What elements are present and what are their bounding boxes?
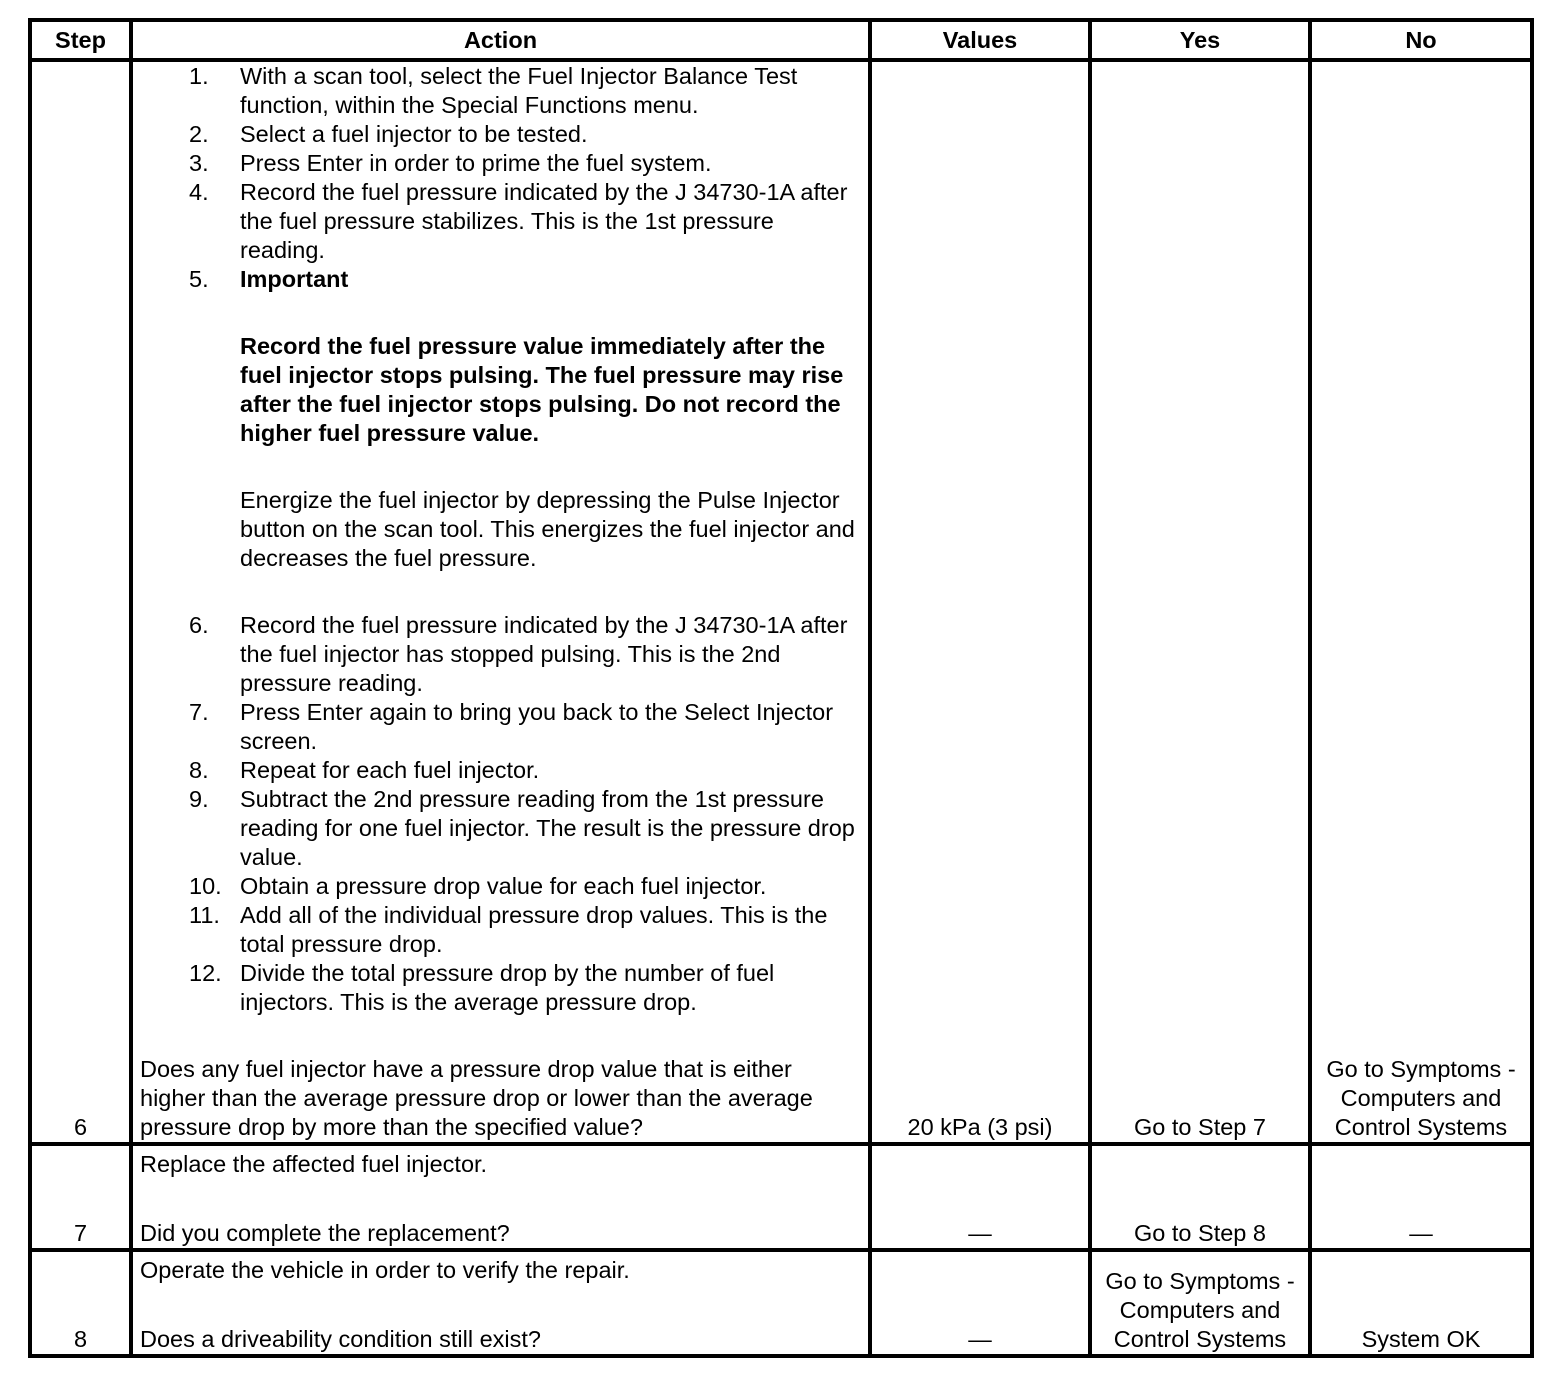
item-number: 10. xyxy=(189,873,222,899)
item-number: 7. xyxy=(189,699,209,725)
energize-text: Energize the fuel injector by depressing the Pulse Injector button on the scan tool. This energizes the fuel injector and decreases the fuel pressure. xyxy=(240,487,855,571)
list-item xyxy=(140,872,861,901)
diagnostic-table xyxy=(28,18,1534,1358)
no-link-line: Control Systems xyxy=(1334,1114,1508,1140)
table-row-step-8 xyxy=(30,1250,1532,1356)
item-number: 4. xyxy=(189,179,209,205)
yes-link-line: Computers and xyxy=(1119,1297,1281,1323)
action-text: Operate the vehicle in order to verify the repair. xyxy=(140,1257,630,1283)
question-text: Did you complete the replacement? xyxy=(140,1220,510,1246)
no-link-line: Computers and xyxy=(1340,1085,1502,1111)
no-cell xyxy=(1310,60,1532,1144)
header-values: Values xyxy=(870,20,1090,60)
item-number: 6. xyxy=(189,612,209,638)
yes-cell xyxy=(1090,60,1310,1144)
item-text: Obtain a pressure drop value for each fuel injector. xyxy=(240,873,767,899)
item-text: Select a fuel injector to be tested. xyxy=(240,121,588,147)
list-item xyxy=(140,959,861,1017)
yes-cell xyxy=(1090,1144,1310,1250)
values-cell: — xyxy=(870,1250,1090,1356)
item-text: Record the fuel pressure indicated by the J 34730-1A after the fuel injector has stopped pulsing. This is the 2nd pressure reading. xyxy=(240,612,848,696)
item-number: 9. xyxy=(189,786,209,812)
yes-link[interactable]: Go to Step 7 xyxy=(1134,1114,1266,1140)
item-number: 8. xyxy=(189,757,209,783)
item-text: Divide the total pressure drop by the number of fuel injectors. This is the average pressure drop. xyxy=(240,960,775,1015)
step-number: 6 xyxy=(30,60,131,1144)
yes-cell xyxy=(1090,1250,1310,1356)
action-text: Replace the affected fuel injector. xyxy=(140,1151,488,1177)
header-step: Step xyxy=(30,20,131,60)
header-action: Action xyxy=(131,20,870,60)
step-number: 8 xyxy=(30,1250,131,1356)
header-no: No xyxy=(1310,20,1532,60)
action-cell xyxy=(131,1144,870,1250)
item-text: Add all of the individual pressure drop values. This is the total pressure drop. xyxy=(240,902,828,957)
important-note: Record the fuel pressure value immediately after the fuel injector stops pulsing. The fuel pressure may rise after the fuel injector stops pulsing. Do not record the higher fuel pressure value. xyxy=(240,333,844,446)
item-number: 12. xyxy=(189,960,222,986)
yes-link-line: Go to Symptoms - xyxy=(1105,1268,1295,1294)
yes-link-line: Control Systems xyxy=(1113,1326,1287,1352)
header-row xyxy=(30,20,1532,60)
list-item xyxy=(140,265,861,611)
list-item xyxy=(140,611,861,698)
action-cell xyxy=(131,1250,870,1356)
values-cell: — xyxy=(870,1144,1090,1250)
item-number: 2. xyxy=(189,121,209,147)
list-item xyxy=(140,756,861,785)
item-text: Subtract the 2nd pressure reading from the 1st pressure reading for one fuel injector. The result is the pressure drop value. xyxy=(240,786,855,870)
no-cell: System OK xyxy=(1310,1250,1532,1356)
header-yes: Yes xyxy=(1090,20,1310,60)
list-item xyxy=(140,698,861,756)
list-item xyxy=(140,785,861,872)
list-item xyxy=(140,120,861,149)
list-item xyxy=(140,62,861,120)
list-item xyxy=(140,149,861,178)
list-item xyxy=(140,178,861,265)
no-cell: — xyxy=(1310,1144,1532,1250)
table-row-step-7 xyxy=(30,1144,1532,1250)
item-number: 5. xyxy=(189,266,209,292)
yes-link[interactable] xyxy=(1099,1267,1301,1354)
item-text: Record the fuel pressure indicated by the J 34730-1A after the fuel pressure stabilizes. This is the 1st pressure reading. xyxy=(240,179,848,263)
table-row-step-6 xyxy=(30,60,1532,1144)
item-text: With a scan tool, select the Fuel Injector Balance Test function, within the Special Functions menu. xyxy=(240,63,798,118)
values-cell: 20 kPa (3 psi) xyxy=(870,60,1090,1144)
question-text: Does any fuel injector have a pressure drop value that is either higher than the average pressure drop or lower than the average pressure drop by more than the specified value? xyxy=(140,1056,813,1140)
no-link-line: Go to Symptoms - xyxy=(1326,1056,1516,1082)
item-text: Press Enter again to bring you back to the Select Injector screen. xyxy=(240,699,834,754)
item-number: 1. xyxy=(189,63,209,89)
question-text: Does a driveability condition still exist? xyxy=(140,1326,541,1352)
yes-link[interactable]: Go to Step 8 xyxy=(1134,1220,1266,1246)
list-item xyxy=(140,901,861,959)
step-number: 7 xyxy=(30,1144,131,1250)
item-text: Repeat for each fuel injector. xyxy=(240,757,540,783)
action-steps-list xyxy=(140,62,861,1017)
no-link[interactable] xyxy=(1319,1055,1523,1142)
item-number: 11. xyxy=(189,902,220,928)
item-number: 3. xyxy=(189,150,209,176)
item-text: Press Enter in order to prime the fuel system. xyxy=(240,150,712,176)
action-cell xyxy=(131,60,870,1144)
important-heading: Important xyxy=(240,266,349,292)
